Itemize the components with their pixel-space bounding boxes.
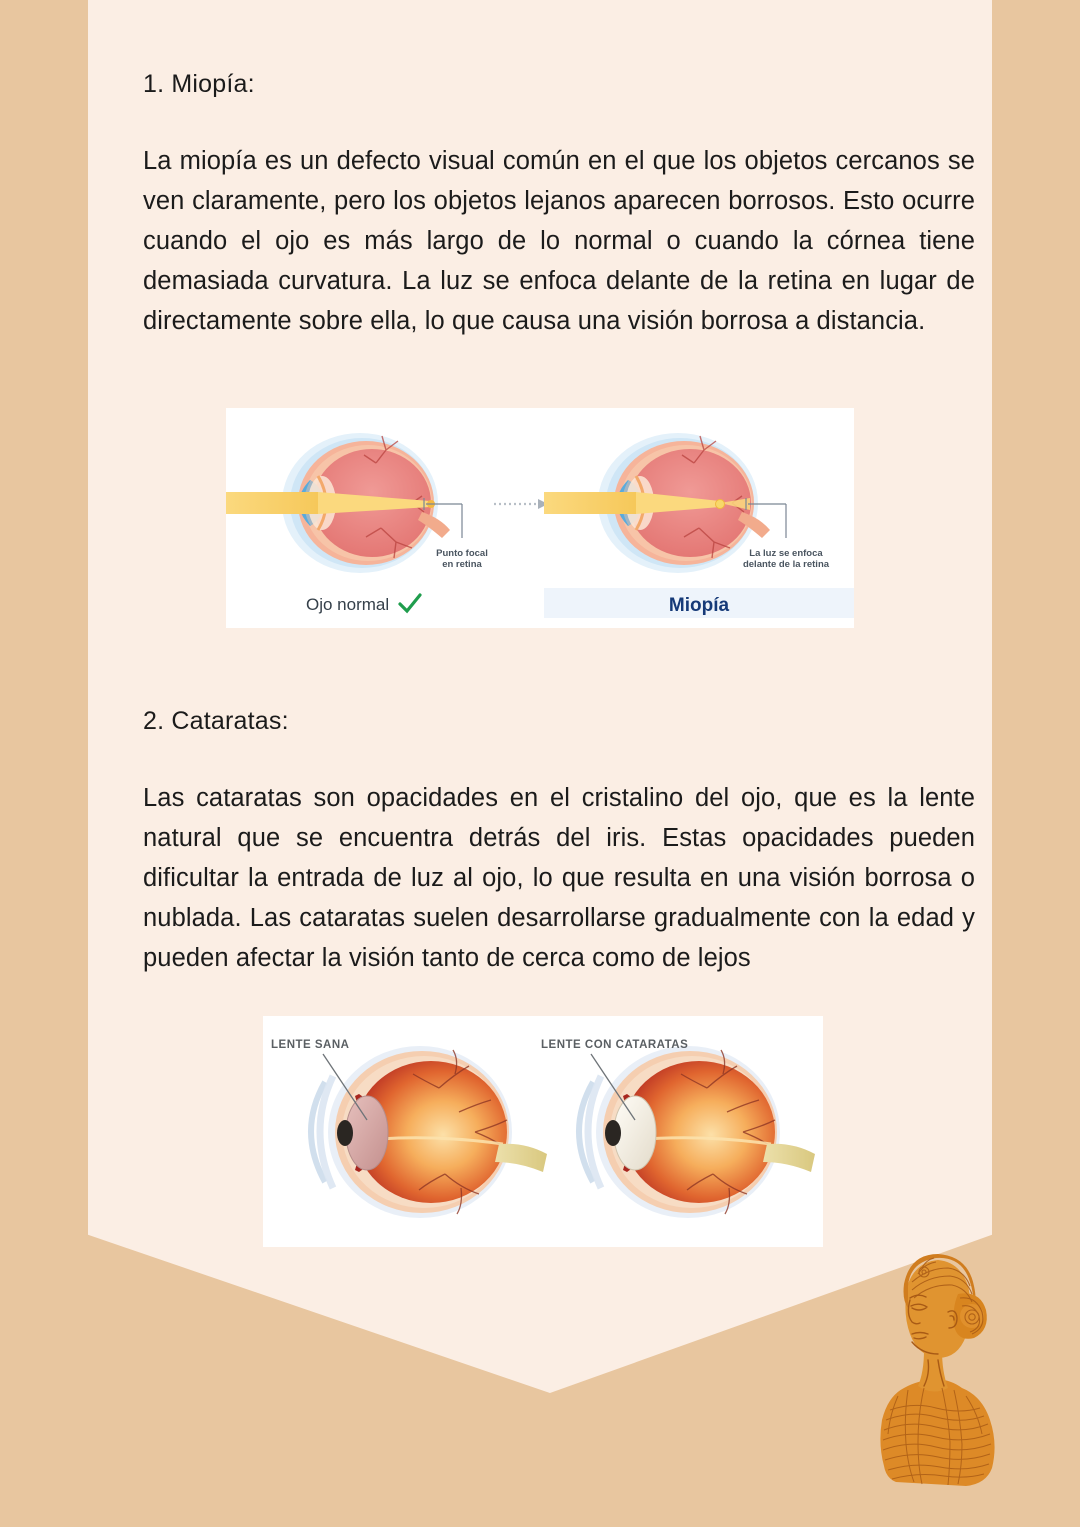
callout-myopia-line2: delante de la retina (742, 559, 830, 570)
callout-normal-line2: en retina (442, 559, 482, 570)
label-lente-con-cataratas: LENTE CON CATARATAS (541, 1039, 689, 1051)
callout-normal-line1: Punto focal (436, 548, 488, 559)
caption-normal-eye: Ojo normal (306, 595, 390, 614)
caption-myopia: Miopía (668, 595, 730, 616)
section-2-paragraph: Las cataratas son opacidades en el cristalino del ojo, que es la lente natural que se encuentra detrás del iris. Estas opacidades pueden dificultar la entrada de luz al ojo, lo que resulta en una visión borrosa o nublada. Las cataratas suelen desarrollarse gradualmente con la edad y pueden afectar la visión tanto de cerca como de lejos (143, 784, 975, 972)
callout-myopia-line1: La luz se enfoca (749, 548, 823, 559)
figure-myopia-diagram (226, 408, 854, 628)
figure-cataract-diagram (263, 1016, 823, 1247)
section-1-paragraph: La miopía es un defecto visual común en el que los objetos cercanos se ven claramente, pero los objetos lejanos aparecen borrosos. Esto ocurre cuando el ojo es más largo de lo normal o cuando la córnea tiene demasiada curvatura. La luz se enfoca delante de la retina en lugar de directamente sobre ella, lo que causa una visión borrosa a distancia. (143, 147, 975, 335)
section-1-heading: 1. Miopía: (143, 70, 255, 98)
section-2-heading: 2. Cataratas: (143, 707, 289, 735)
classical-bust-decoration (862, 1238, 1022, 1488)
label-lente-sana: LENTE SANA (271, 1039, 350, 1051)
